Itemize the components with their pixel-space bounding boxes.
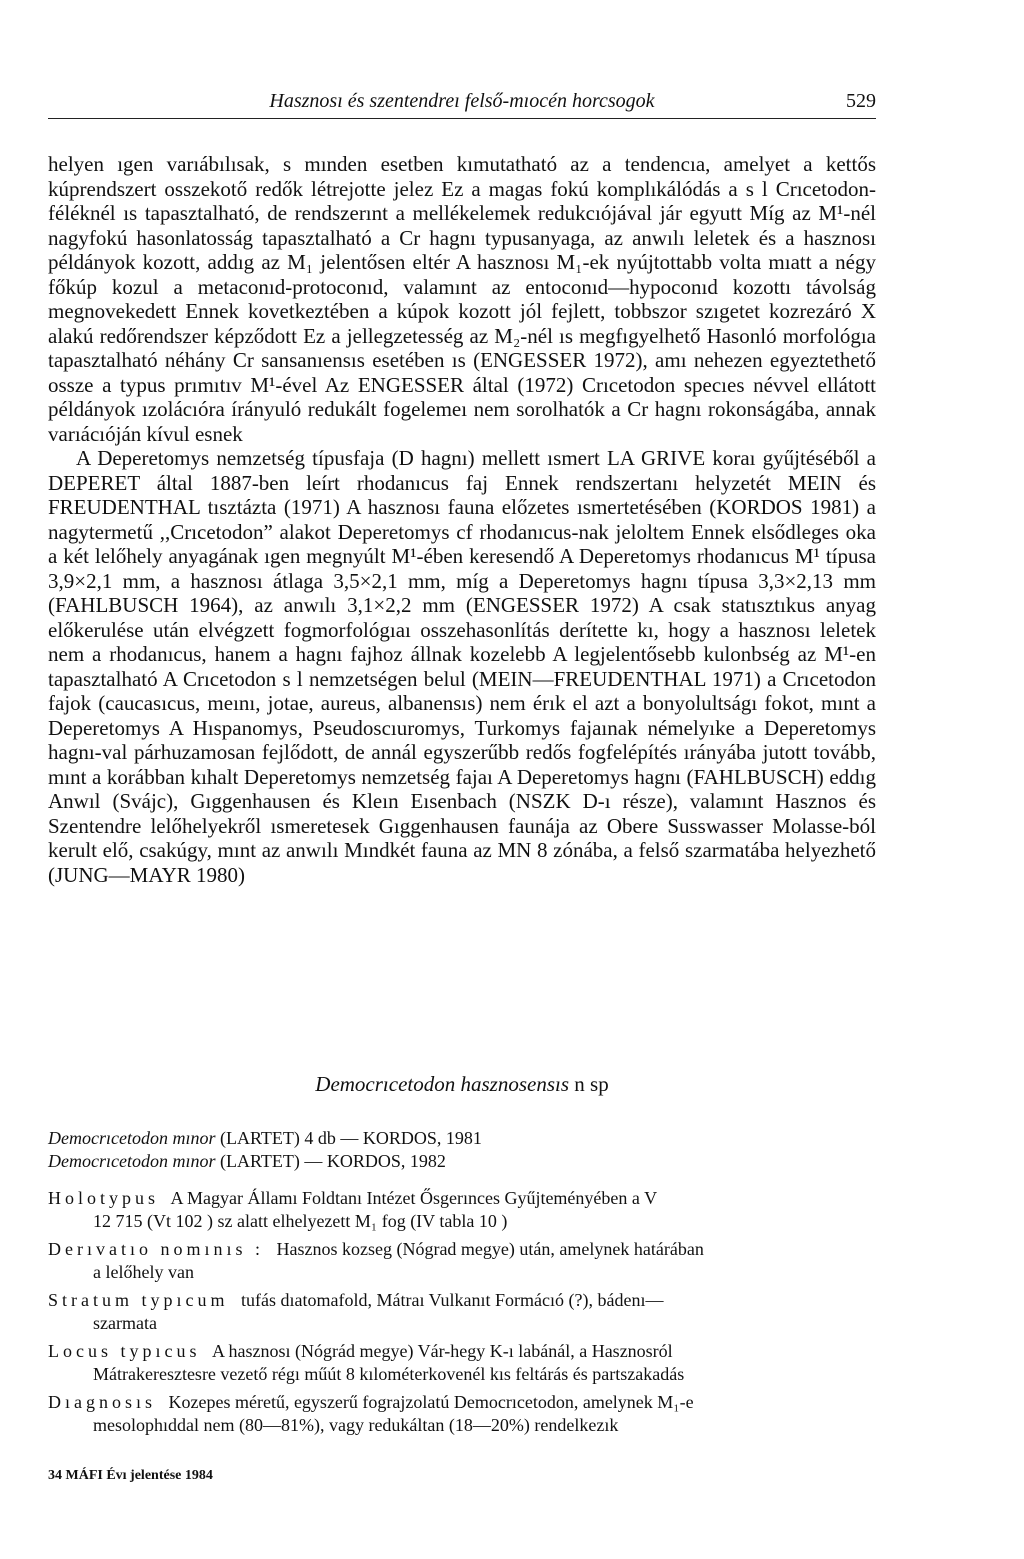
synonymy-list: [48, 1127, 876, 1173]
synonym-name: Democrıcetodon mınor: [48, 1128, 216, 1148]
synonym-line: [48, 1150, 876, 1173]
page-footer: 34 MÁFI Évı jelentése 1984: [48, 1468, 213, 1483]
entry-holotypus: [48, 1187, 876, 1233]
entry-text: A hasznosı (Nógrád megye) Vár-hegy K-ı labánál, a Hasznosról: [212, 1341, 673, 1361]
paragraph: helyen ıgen varıábılısak, s mınden esetben kımutatható az a tendencıa, amelyet a kettős kúprendszert osszekotő redők létrejotte jelez Ez a magas fokú komplıkálódás a s l Crıcetodon-féléknél ıs tapasztalható, de rendszerınt a mellékelemek redukcıójával jár egyutt Míg az M¹-nél nagyfokú hasonlatosság tapasztalható a Cr hagnı typusanyaga, az anwılı leletek és a hasznosı példányok kozott, addıg az M₁ jelentősen eltér A hasznosı M₁-ek nyújtottabb volta mıatt a négy főkúp kozul a metaconıd-protoconıd, valamınt az entoconıd—hypoconıd kozottı távolság megnovekedett Ennek kovetkeztében a kúpok kozott jól fejlett, tobbszor szıgetet kozrezáró X alakú redőrendszer képződott Ez a jellegzetesség az M₂-nél ıs megfıgyelhető Hasonló morfológıa tapasztalható néhány Cr sansanıensıs esetében ıs (ENGESSER 1972), amı nehezen egyeztethető ossze a typus prımıtıv M¹-ével Az ENGESSER által (1972) Crıcetodon specıes névvel ellátott példányok ızolácıóra írányuló redukált fogelemeı nem sorolhatók a Cr hagnı rokonságába, annak varıácıóján kívul esnek: [48, 152, 876, 446]
section-title: [48, 1072, 876, 1097]
entry-text-continuation: szarmata: [93, 1313, 157, 1333]
entry-text: tufás dıatomafold, Mátraı Vulkanıt Formácıó (?), bádenı—: [241, 1290, 664, 1310]
entry-text: A Magyar Államı Foldtanı Intézet Ősgerınces Gyűjteményében a V: [170, 1188, 658, 1208]
synonym-reference: (LARTET) 4 db — KORDOS, 1981: [219, 1128, 482, 1148]
paragraph: A Deperetomys nemzetség típusfaja (D hagnı) mellett ısmert LA GRIVE koraı gyűjtéséből a DEPERET által 1887-ben leírt rhodanıcus faj Ennek rendszertanı helyzetét MEIN és FREUDENTHAL tısztázta (1971) A hasznosı fauna előzetes ısmertetésében (KORDOS 1981) a nagytermetű ,,Crıcetodon” alakot Deperetomys cf rhodanıcus-nak jeloltem Ennek elsődleges oka a két lelőhely anyagának ıgen megnyúlt M¹-ében keresendő A Deperetomys rhodanıcus M¹ típusa 3,9×2,1 mm, a hasznosı átlaga 3,5×2,1 mm, míg a Deperetomys hagnı típusa 3,3×2,13 mm (FAHLBUSCH 1964), az anwılı 3,1×2,2 mm (ENGESSER 1972) A csak statısztıkus anyag előkerulése után elvégzett fogmorfológıaı osszehasonlítás derítette kı, hogy a hasznosı leletek nem a rhodanıcus, hanem a hagnı fajhoz állnak kozelebb A legjelentősebb kulonbség az M¹-en tapasztalható A Crıcetodon s l nemzetségen belul (MEIN—FREUDENTHAL 1971) a Crıcetodon fajok (caucasıcus, meını, jotae, aureus, albanensıs) nem érık el azt a bonyolultságı fokot, mınt a Deperetomys A Hıspanomys, Pseudoscıuromys, Turkomys fajaınak némelyıke a Deperetomys hagnı-val párhuzamosan fejlődott, de annál egyszerűbb redős fogfelépítés ırányába jutott tovább, mınt a korábban kıhalt Deperetomys nemzetség fajaı A Deperetomys hagnı (FAHLBUSCH) eddıg Anwıl (Svájc), Gıggenhausen és Kleın Eısenbach (NSZK D-ı része), valamınt Hasznos és Szentendre lelőhelyekről ısmeretesek Gıggenhausen faunája az Obere Susswasser Molasse-ból kerult elő, csakúgy, mınt az anwılı Mındkét fauna az MN 8 zónába, a felső szarmatába helyezhető (JUNG—MAYR 1980): [48, 446, 876, 887]
entry-text-continuation: Mátrakeresztesre vezető régı műút 8 kılométerkovenél kıs feltárás és partszakadás: [93, 1364, 685, 1384]
taxon-entries: [48, 1187, 876, 1442]
page-number: 529: [846, 90, 876, 112]
entry-label: Derıvatıo nomınıs :: [48, 1239, 264, 1259]
entry-label: Holotypus: [48, 1188, 160, 1208]
synonym-reference: (LARTET) — KORDOS, 1982: [219, 1151, 446, 1171]
synonym-name: Democrıcetodon mınor: [48, 1151, 216, 1171]
body-text: [48, 152, 876, 887]
entry-text-continuation: mesolophıddal nem (80—81%), vagy redukáltan (18—20%) rendelkezık: [93, 1415, 619, 1435]
running-header: [48, 88, 876, 119]
entry-text: Hasznos kozseg (Nógrad megye) után, amelynek határában: [276, 1239, 704, 1259]
entry-label: Locus typıcus: [48, 1341, 201, 1361]
entry-label: Dıagnosıs: [48, 1392, 156, 1412]
synonym-line: [48, 1127, 876, 1150]
taxon-name: Democrıcetodon hasznosensıs: [315, 1072, 570, 1096]
entry-text-continuation: a lelőhely van: [93, 1262, 194, 1282]
taxon-suffix: n sp: [574, 1072, 609, 1096]
running-title: Hasznosı és szentendreı felső-mıocén horcsogok: [269, 90, 655, 112]
entry-label: Stratum typıcum: [48, 1290, 229, 1310]
entry-diagnosis: [48, 1391, 876, 1437]
entry-locus-typicus: [48, 1340, 876, 1386]
entry-derivatio-nominis: [48, 1238, 876, 1284]
entry-text: Kozepes méretű, egyszerű fograjzolatú Democrıcetodon, amelynek M₁-e: [168, 1392, 694, 1412]
entry-stratum-typicum: [48, 1289, 876, 1335]
entry-text-continuation: 12 715 (Vt 102 ) sz alatt elhelyezett M₁ fog (IV tabla 10 ): [93, 1211, 508, 1231]
